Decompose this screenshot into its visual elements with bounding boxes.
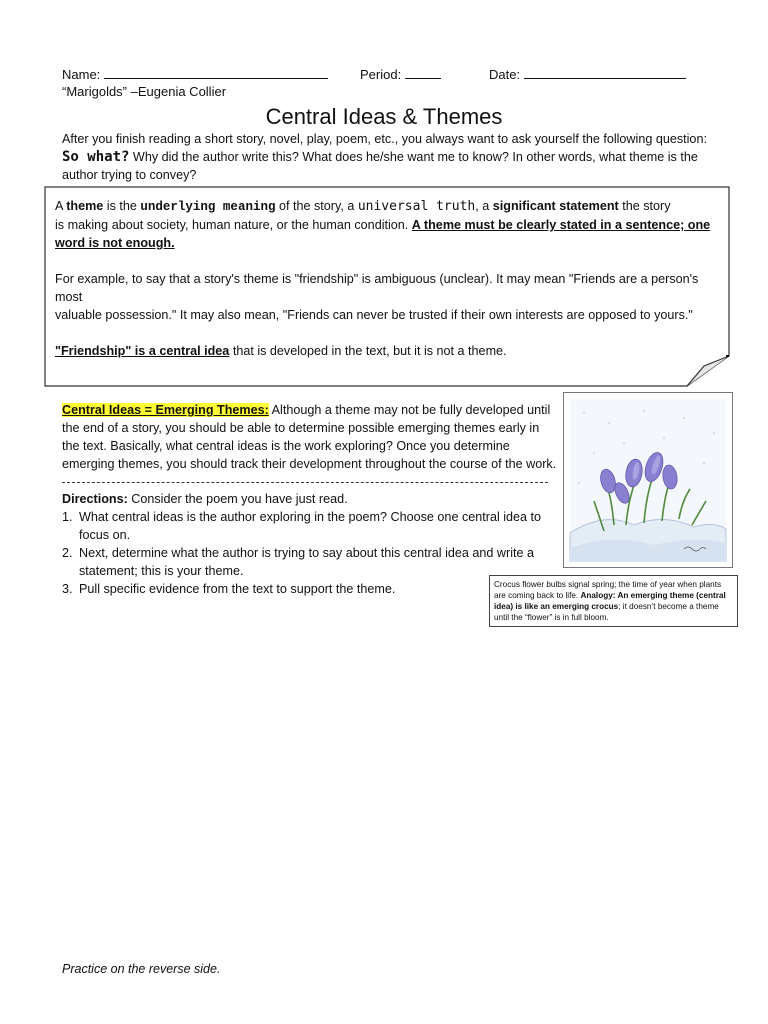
- callout-content: [55, 197, 725, 360]
- emerging-heading: Central Ideas = Emerging Themes:: [62, 403, 269, 417]
- theme-definition-line-1: [55, 197, 725, 216]
- list-number: 1.: [62, 510, 73, 524]
- date-label: Date:: [489, 67, 521, 82]
- emerging-line-3: the text. Basically, what central ideas is the work exploring? Once you determine: [62, 439, 510, 453]
- date-field[interactable]: [489, 66, 686, 82]
- term-significant-statement: significant statement: [492, 199, 619, 213]
- intro-line-2: [62, 148, 742, 166]
- list-item: [62, 508, 542, 544]
- name-blank[interactable]: [104, 66, 328, 79]
- list-item-line-1: What central ideas is the author exploring in the poem? Choose one central idea to: [79, 510, 542, 524]
- central-idea-rest: that is developed in the text, but it is not a theme.: [229, 344, 507, 358]
- caption-text-c: ; it doesn’t become a theme until the “flower” is in full bloom.: [494, 602, 719, 622]
- emerging-line-2: the end of a story, you should be able to determine possible emerging themes early in: [62, 421, 540, 435]
- txt-c: of the story, a: [275, 199, 358, 213]
- page-title: Central Ideas & Themes: [265, 104, 503, 129]
- directions-text: Consider the poem you have just read.: [127, 492, 348, 506]
- intro-text: [62, 130, 742, 184]
- dashed-divider: [62, 482, 548, 483]
- intro-line-1: After you finish reading a short story, novel, play, poem, etc., you always want to ask yourself the following question:: [62, 132, 707, 146]
- list-item: [62, 544, 542, 580]
- caption-analogy: Analogy: An emerging theme (central idea) is like an emerging crocus: [494, 591, 726, 611]
- emerging-line-1: [62, 401, 557, 419]
- name-label: Name:: [62, 67, 101, 82]
- footer-note: Practice on the reverse side.: [62, 962, 221, 976]
- term-theme: theme: [66, 199, 104, 213]
- so-what: So what?: [62, 149, 130, 165]
- caption-text-a: Crocus flower bulbs signal spring; the time of year when plants are coming back to life.: [494, 580, 722, 600]
- txt-d: , a: [475, 199, 493, 213]
- list-number: 2.: [62, 546, 73, 560]
- emerging-line-1-text: Although a theme may not be fully developed until: [268, 403, 551, 417]
- term-underlying-meaning: underlying meaning: [140, 200, 276, 214]
- intro-line-3: author trying to convey?: [62, 168, 197, 182]
- list-item-line-1: Next, determine what the author is trying to say about this central idea and write a: [79, 546, 535, 560]
- directions-list: [62, 508, 542, 598]
- central-idea-bold: "Friendship" is a central idea: [55, 344, 230, 358]
- period-blank[interactable]: [405, 66, 441, 79]
- theme-definition-line-2: [55, 216, 725, 234]
- txt-line2: is making about society, human nature, or the human condition.: [55, 218, 412, 232]
- directions-heading: [62, 490, 542, 508]
- central-idea-line: [55, 342, 725, 360]
- subtitle: “Marigolds” –Eugenia Collier: [62, 84, 227, 99]
- txt-a: A: [55, 199, 67, 213]
- period-label: Period:: [360, 67, 402, 82]
- list-item-line-2: statement; this is your theme.: [79, 564, 244, 578]
- example-line-2: valuable possession." It may also mean, "Friends can never be trusted if their own interests are opposed to yours.": [55, 308, 693, 322]
- period-field[interactable]: [360, 66, 441, 82]
- rule-bold-2: word is not enough.: [55, 236, 175, 250]
- date-blank[interactable]: [524, 66, 686, 79]
- list-item-line-1: Pull specific evidence from the text to support the theme.: [79, 582, 396, 596]
- list-item-line-2: focus on.: [79, 528, 131, 542]
- emerging-themes-section: [62, 401, 557, 473]
- directions-label: Directions:: [62, 492, 128, 506]
- list-number: 3.: [62, 582, 73, 596]
- name-field[interactable]: [62, 66, 328, 82]
- rule-bold-1: A theme must be clearly stated in a sentence; one: [411, 218, 711, 232]
- txt-e: the story: [618, 199, 671, 213]
- crocus-caption: [489, 575, 738, 627]
- example-line-1: For example, to say that a story's theme is "friendship" is ambiguous (unclear). It may mean "Friends are a person's most: [55, 272, 699, 304]
- term-universal-truth: universal truth: [357, 199, 476, 214]
- directions-section: [62, 490, 542, 598]
- theme-definition-line-3: [55, 234, 725, 252]
- list-item: [62, 580, 542, 598]
- intro-line-2-text: Why did the author write this? What does he/she want me to know? In other words, what theme is the: [129, 150, 698, 164]
- txt-b: is the: [103, 199, 141, 213]
- crocus-image: [563, 392, 733, 568]
- crocus-illustration: [564, 393, 732, 567]
- emerging-line-4: emerging themes, you should track their development throughout the course of the work.: [62, 457, 557, 471]
